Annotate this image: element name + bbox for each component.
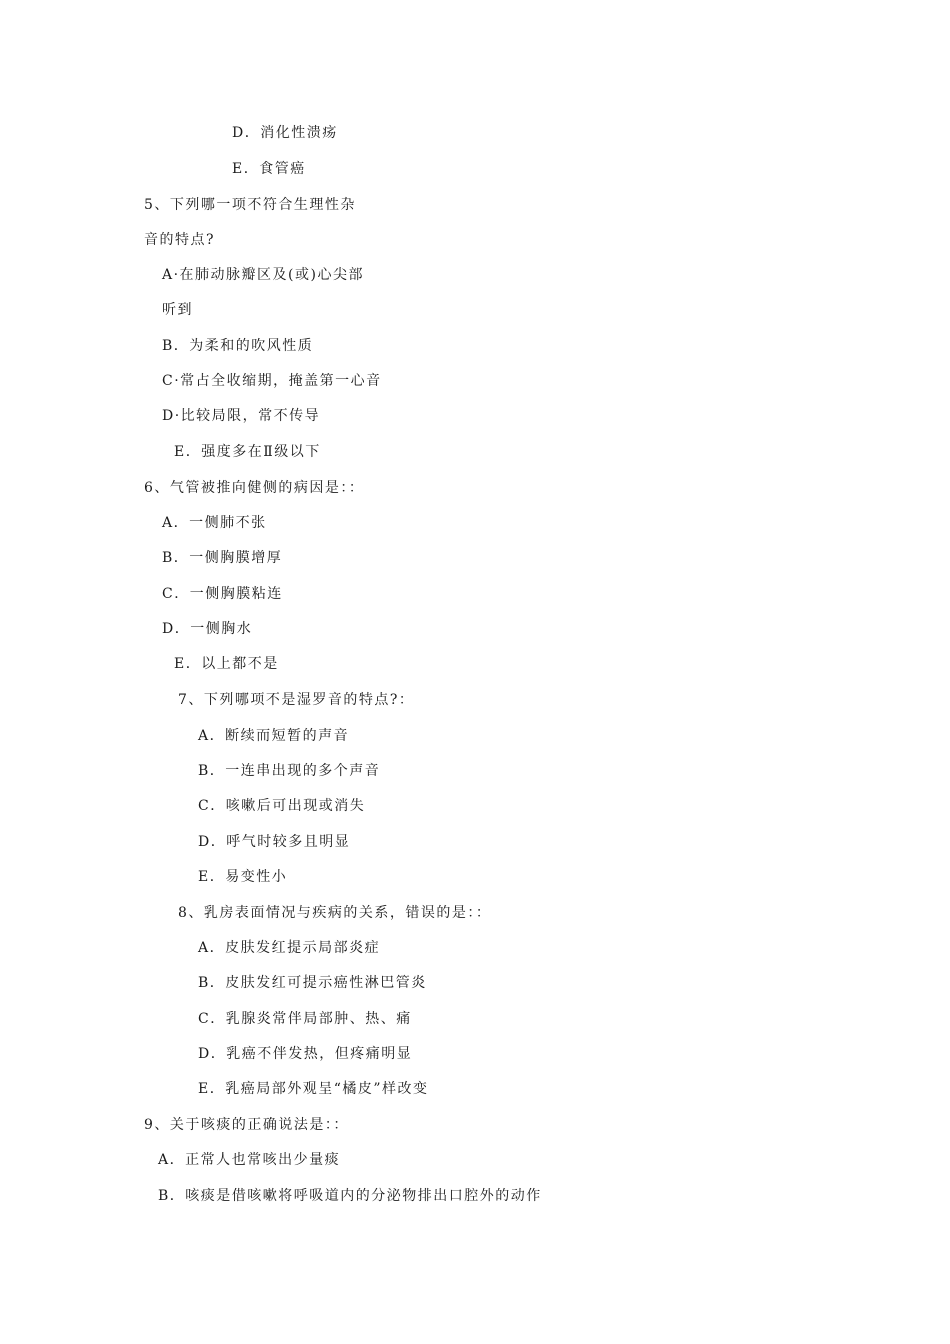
q5-option-b: B．为柔和的吹风性质 [162,338,314,354]
q6-option-b: B．一侧胸膜增厚 [162,550,283,566]
q4-option-e: E．食管癌 [232,161,306,177]
q6-option-a: A．一侧肺不张 [162,515,267,531]
q8-option-c: C．乳腺炎常伴局部肿、热、痛 [198,1011,412,1027]
q7-stem: 7、下列哪项不是湿罗音的特点?： [178,692,415,708]
q8-option-e: E．乳癌局部外观呈“橘皮”样改变 [198,1081,429,1097]
q6-option-e: E．以上都不是 [174,656,279,672]
q9-option-b: B．咳痰是借咳嗽将呼吸道内的分泌物排出口腔外的动作 [158,1188,542,1204]
q7-option-e: E．易变性小 [198,869,288,885]
q6-option-c: C．一侧胸膜粘连 [162,586,283,602]
q6-option-d: D．一侧胸水 [162,621,253,637]
q8-option-b: B．皮肤发红可提示癌性淋巴管炎 [198,975,427,991]
q8-option-d: D．乳癌不伴发热，但疼痛明显 [198,1046,413,1062]
q8-stem: 8、乳房表面情况与疾病的关系，错误的是：： [178,905,492,921]
q5-stem-line1: 5、下列哪一项不符合生理性杂 [144,197,356,213]
q5-option-a-line1: A·在肺动脉瓣区及(或)心尖部 [162,267,364,283]
q5-option-e: E．强度多在Ⅱ级以下 [174,444,321,460]
q8-option-a: A．皮肤发红提示局部炎症 [198,940,381,956]
q7-option-c: C．咳嗽后可出现或消失 [198,798,366,814]
q5-stem-line2: 音的特点? [144,232,216,248]
q5-option-d: D·比较局限，常不传导 [162,408,321,424]
q7-option-d: D．呼气时较多且明显 [198,834,351,850]
q9-option-a: A．正常人也常咳出少量痰 [158,1152,341,1168]
q9-stem: 9、关于咳痰的正确说法是：： [144,1117,349,1133]
q4-option-d: D．消化性溃疡 [232,125,338,141]
q5-option-a-line2: 听到 [162,302,193,318]
q7-option-a: A．断续而短暂的声音 [198,728,350,744]
q5-option-c: C·常占全收缩期，掩盖第一心音 [162,373,382,389]
q6-stem: 6、气管被推向健侧的病因是：： [144,480,365,496]
q7-option-b: B．一连串出现的多个声音 [198,763,381,779]
